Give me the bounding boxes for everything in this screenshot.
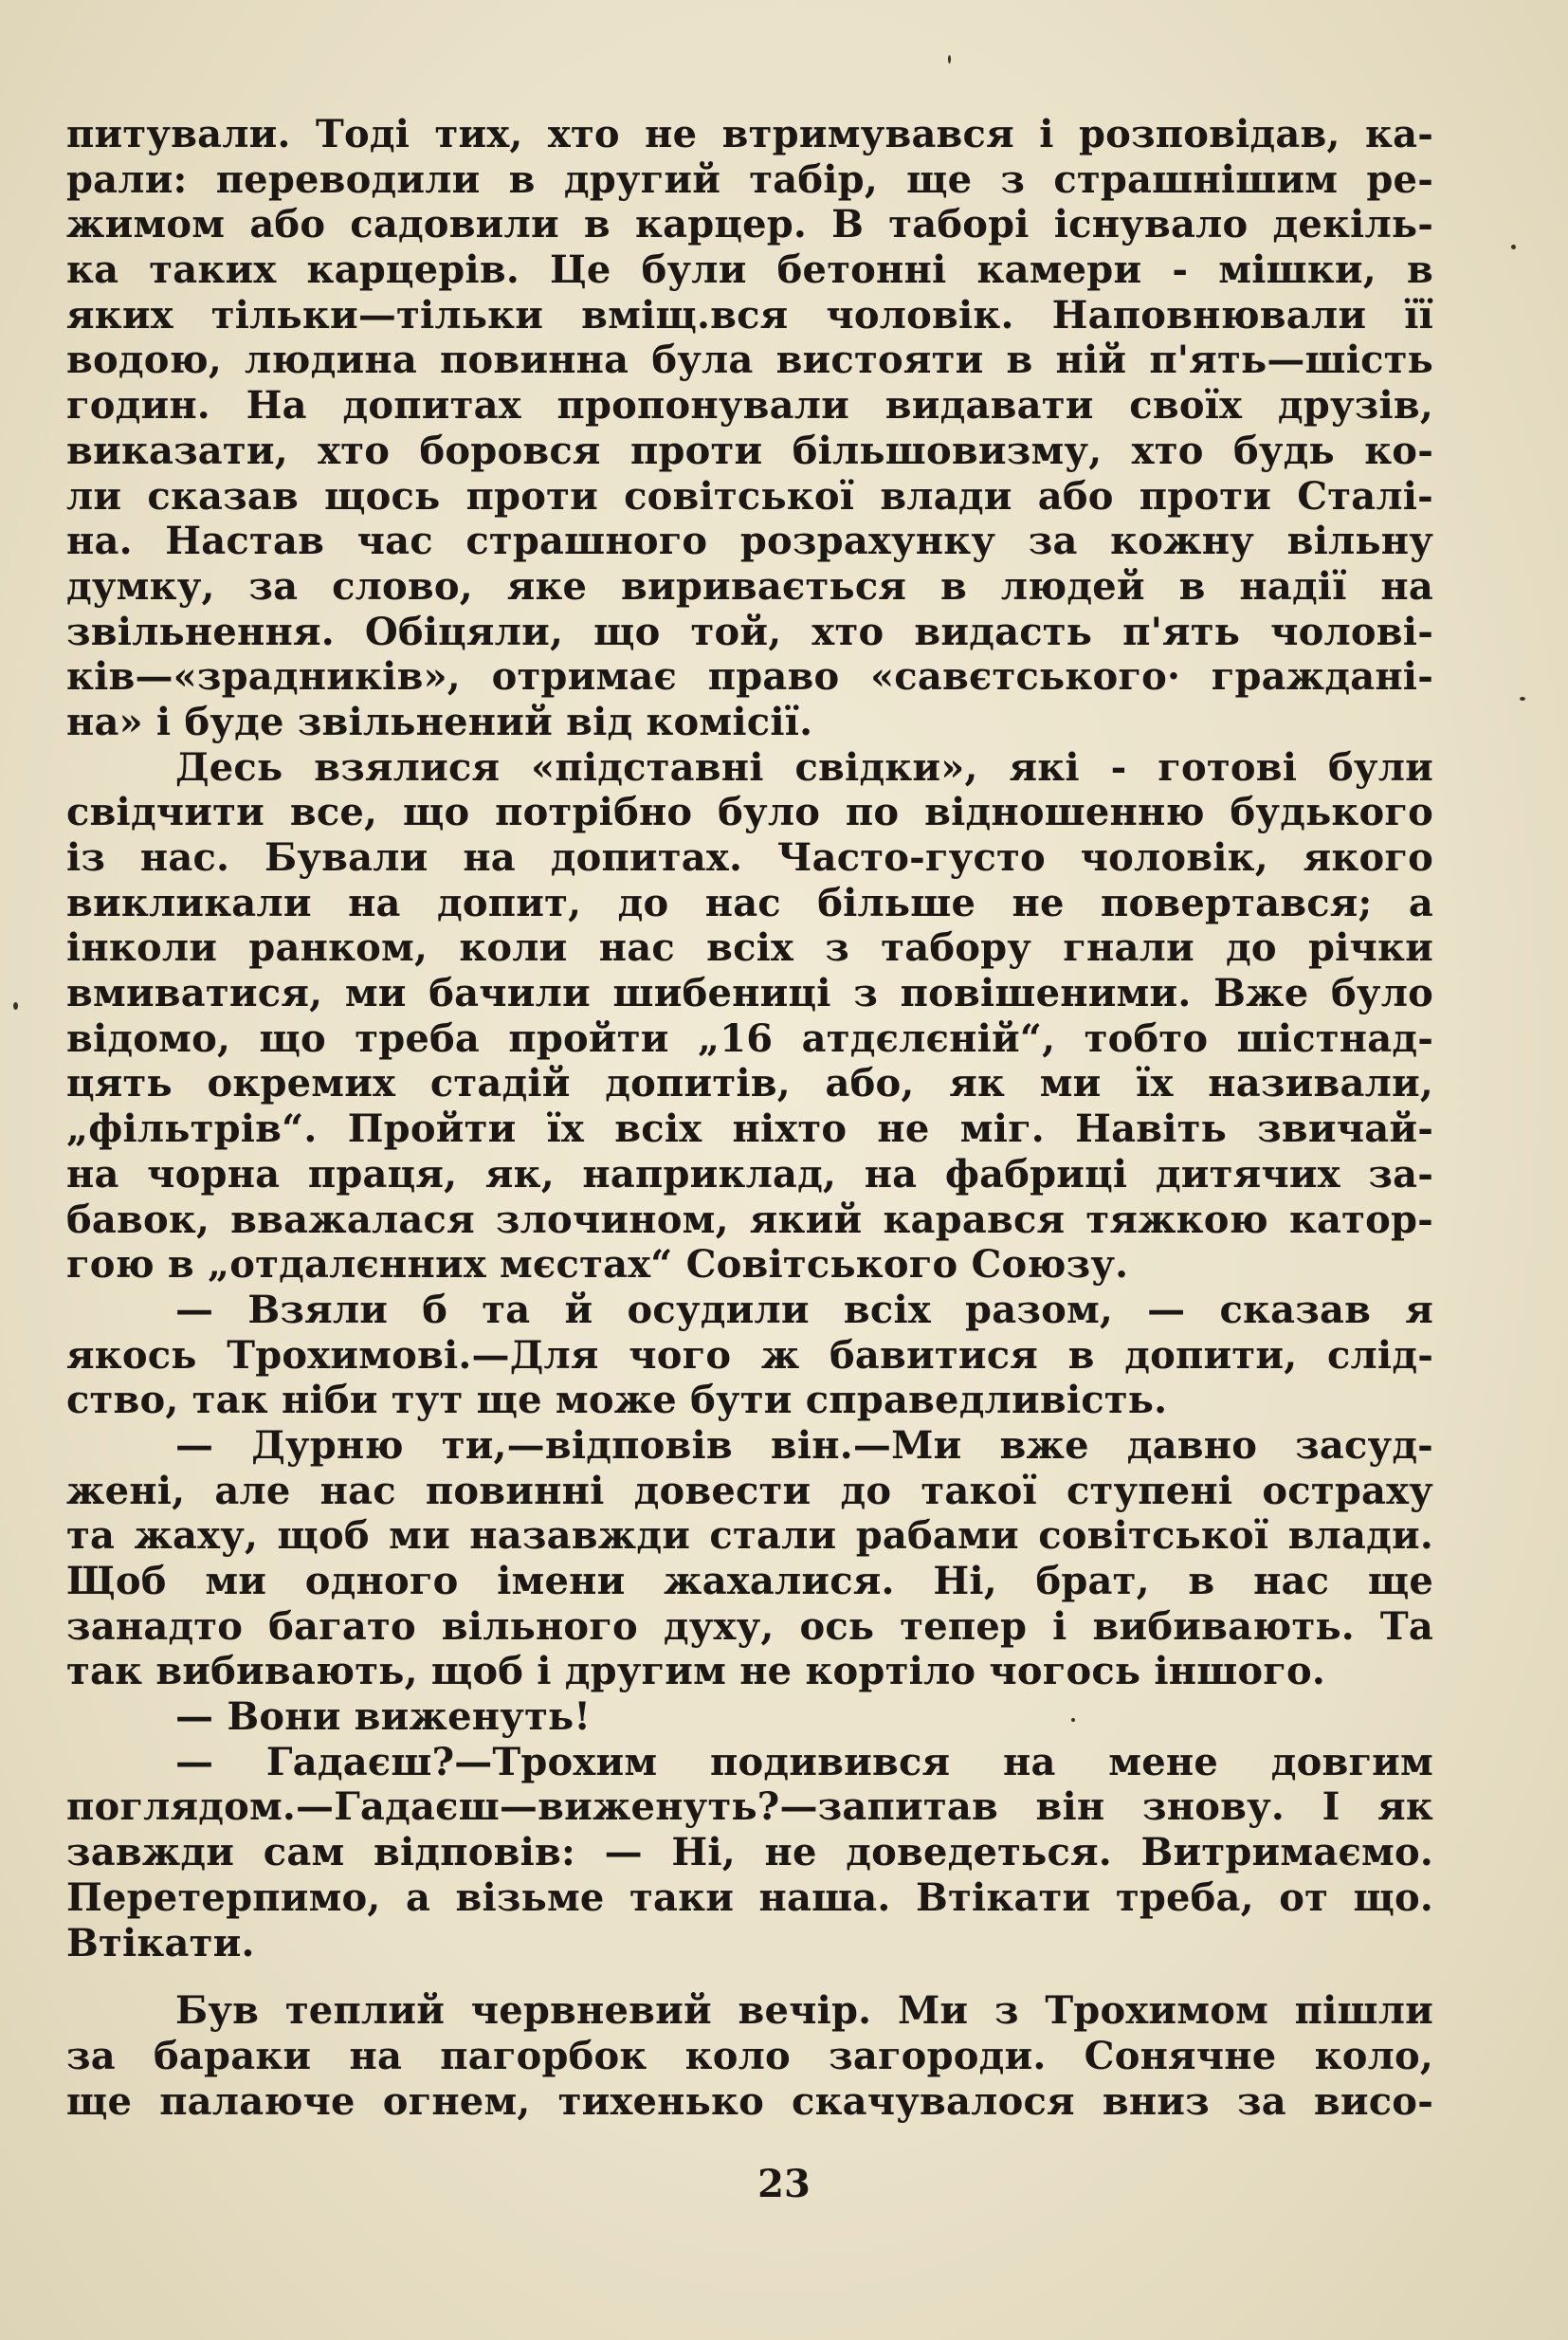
text-line: жені, але нас повинні довести до такої ступені остраху [66,1468,1433,1513]
text-line: водою, людина повинна була вистояти в ній п'ять—шість [66,338,1433,383]
text-line: звільнення. Обіцяли, що той, хто видасть п'ять чолові- [66,609,1433,654]
page-body-text [66,112,1433,2124]
text-line: — Взяли б та й осудили всіх разом, — сказав я [175,1287,1433,1332]
text-line: так вибивають, щоб і другим не кортіло чогось іншого. [66,1649,1326,1694]
paragraph [66,112,1433,745]
text-line: свідчити все, що потрібно було по відношенню будького [66,790,1433,835]
text-line: викликали на допит, до нас більше не повертався; а [66,880,1433,925]
paragraph [66,1740,1433,1965]
text-line: — Вони виженуть! [175,1694,592,1740]
print-speck [1511,245,1516,249]
text-line: відомо, що треба пройти „16 атдєлєній“, тобто шістнад- [66,1015,1433,1061]
text-line: — Гадаєш?—Трохим подивився на мене довгим [175,1739,1433,1784]
print-speck [1071,1718,1075,1722]
text-line: яких тільки—тільки вміщ.вся чоловік. Наповнювали її [66,292,1433,338]
paragraph [66,1288,1433,1423]
text-line: та жаху, щоб ми назавжди стали рабами совітської влади. [66,1513,1433,1559]
text-line: — Дурню ти,—відповів він.—Ми вже давно засуд- [175,1422,1433,1468]
print-speck [948,55,951,64]
text-line: на» і буде звільнений від комісії. [66,699,813,744]
paragraph-gap [66,1965,1433,1988]
paragraph [66,745,1433,1288]
text-line: інколи ранком, коли нас всіх з табору гнали до річки [66,925,1433,971]
text-line: рали: переводили в другий табір, ще з страшнішим ре- [66,156,1433,202]
text-line: думку, за слово, яке виривається в людей в надії на [66,563,1433,609]
text-line: за бараки на пагорбок коло загороди. Сонячне коло, [66,2033,1433,2078]
text-line: бавок, вважалася злочином, який карався тяжкою катор- [66,1197,1433,1242]
text-line: виказати, хто боровся проти більшовизму, хто будь ко- [66,428,1433,473]
paragraph [66,1423,1433,1694]
text-line: на чорна праця, як, наприклад, на фабриці дитячих за- [66,1151,1433,1197]
text-line: Щоб ми одного імени жахалися. Ні, брат, в нас ще [66,1559,1433,1603]
text-line: ка таких карцерів. Це були бетонні камери - мішки, в [66,247,1433,293]
text-line: якось Трохимові.—Для чого ж бавитися в допити, слід- [66,1332,1433,1378]
text-line: завжди сам відповів: — Ні, не доведеться. Витримаємо. [66,1830,1433,1875]
text-line: ли сказав щось проти совітської влади або проти Сталі- [66,473,1433,519]
text-line: Перетерпимо, а візьме таки наша. Втікати треба, от що. [66,1874,1433,1920]
text-line: „фільтрів“. Пройти їх всіх ніхто не міг. Навіть звичай- [66,1106,1433,1152]
print-speck [1520,697,1525,701]
text-line: жимом або садовили в карцер. В таборі існувало декіль- [66,202,1433,247]
text-line: ків—«зрадників», отримає право «савєтського· граждані- [66,654,1433,700]
text-line: вмиватися, ми бачили шибениці з повішеними. Вже було [66,971,1433,1016]
text-line: годин. На допитах пропонували видавати своїх друзів, [66,383,1433,429]
text-line: питували. Тоді тих, хто не втримувався і розповідав, ка- [66,112,1433,156]
text-line: поглядом.—Гадаєш—виженуть?—запитав він знову. І як [66,1784,1433,1830]
print-speck [13,1002,18,1010]
text-line: Був теплий червневий вечір. Ми з Трохимом пішли [175,1988,1433,2034]
page-number: 23 [757,2162,811,2206]
text-line: гою в „отдалєнних мєстах“ Совітського Союзу. [66,1242,1129,1288]
paragraph [66,1988,1433,2124]
text-line: ще палаюче огнем, тихенько скачувалося вниз за висо- [66,2078,1433,2124]
text-line: занадто багато вільного духу, ось тепер і вибивають. Та [66,1603,1433,1649]
text-line: Десь взялися «підставні свідки», які - готові були [175,744,1433,790]
text-line: цять окремих стадій допитів, або, як ми їх називали, [66,1061,1433,1106]
text-line: із нас. Бували на допитах. Часто-густо чоловік, якого [66,835,1433,880]
text-line: Втікати. [66,1920,255,1965]
text-line: ство, так ніби тут ще може бути справедливість. [66,1378,1168,1423]
paragraph [66,1694,1433,1740]
text-line: на. Настав час страшного розрахунку за кожну вільну [66,519,1433,564]
